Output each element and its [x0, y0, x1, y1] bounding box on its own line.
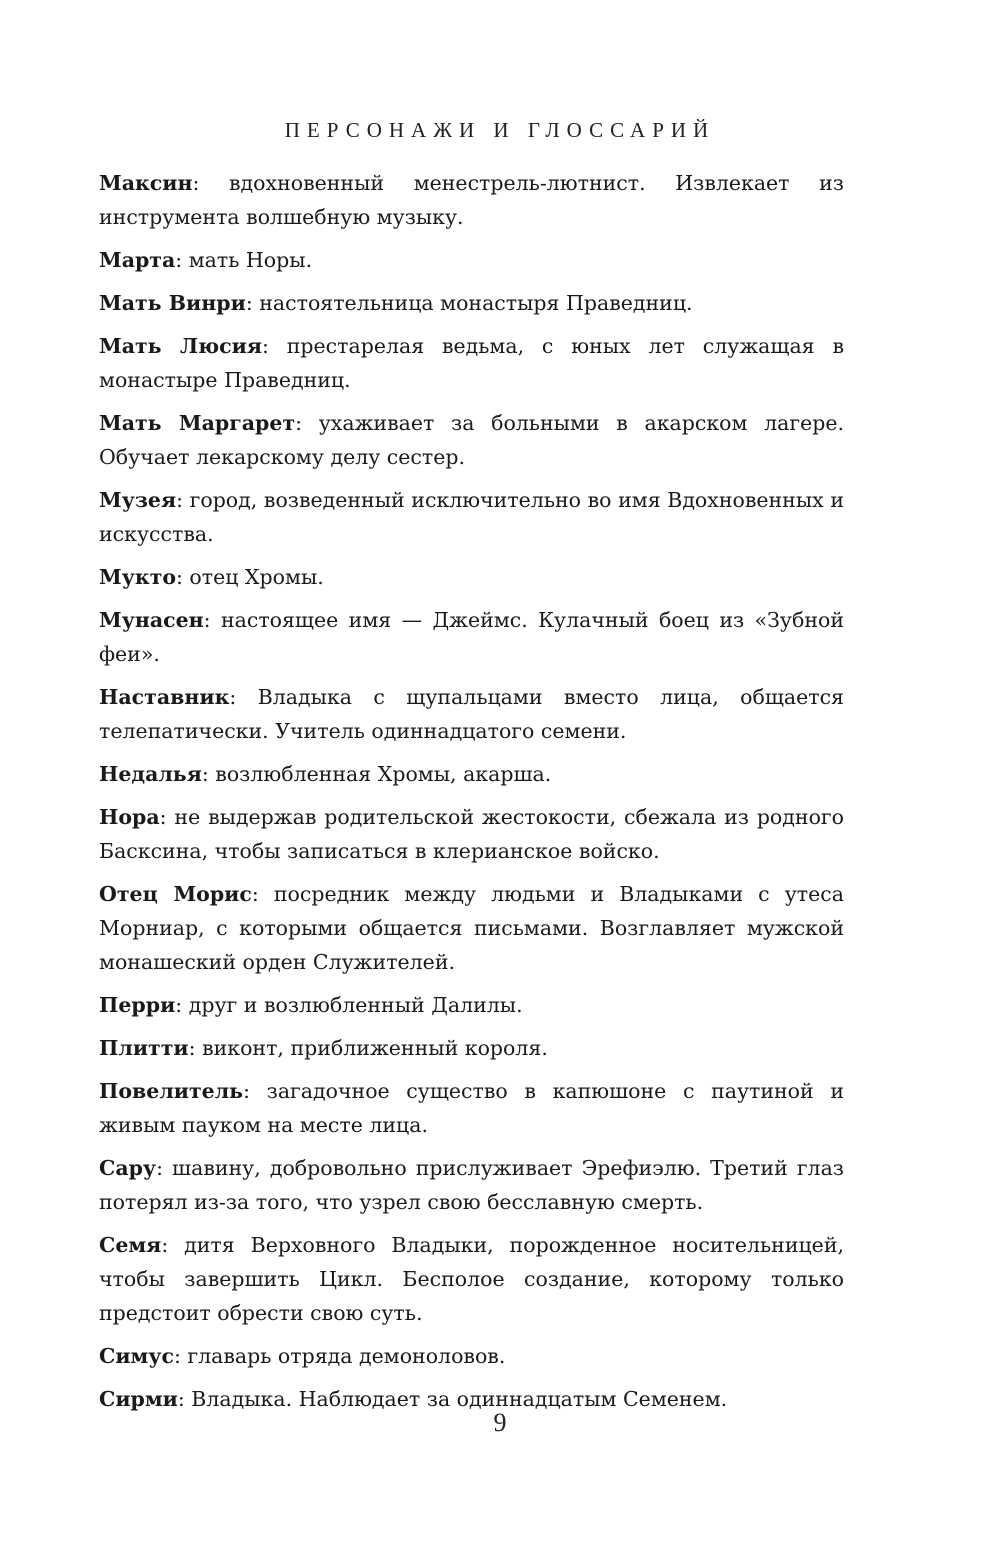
entry-definition: : посредник между людьми и Владыками с утеса Морниар, с которыми общается письмами. Возглавляет мужской монашеский орден Служителей. [99, 882, 844, 974]
entry-term: Отец Морис [99, 882, 252, 906]
glossary-entry [99, 1074, 844, 1142]
glossary-entry [99, 329, 844, 397]
running-head: ПЕРСОНАЖИ И ГЛОССАРИЙ [284, 118, 716, 142]
entry-definition: : город, возведенный исключительно во имя Вдохновенных и искусства. [99, 488, 844, 546]
entry-term: Мать Винри [99, 291, 246, 315]
glossary-entry [99, 1151, 844, 1219]
entry-definition: : шавину, добровольно прислуживает Эрефиэлю. Третий глаз потерял из-за того, что узрел свою бесславную смерть. [99, 1156, 844, 1214]
entry-definition: : настоятельница монастыря Праведниц. [245, 291, 693, 315]
glossary-entry [99, 1228, 844, 1330]
entry-term: Мунасен [99, 608, 204, 632]
glossary-entry [99, 483, 844, 551]
glossary-entry [99, 877, 844, 979]
glossary-entry [99, 560, 844, 594]
entry-definition: : настоящее имя — Джеймс. Кулачный боец из «Зубной феи». [99, 608, 844, 666]
entry-term: Наставник [99, 685, 230, 709]
glossary-entry [99, 603, 844, 671]
entry-term: Семя [99, 1233, 162, 1257]
entry-definition: : дитя Верховного Владыки, порожденное носительницей, чтобы завершить Цикл. Бесполое создание, которому только предстоит обрести свою суть. [99, 1233, 844, 1325]
glossary-entry [99, 243, 844, 277]
glossary-entry [99, 166, 844, 234]
entry-term: Повелитель [99, 1079, 244, 1103]
entry-term: Марта [99, 248, 176, 272]
entry-definition: : мать Норы. [175, 248, 313, 272]
glossary-entry [99, 286, 844, 320]
entry-definition: : загадочное существо в капюшоне с паутиной и живым пауком на месте лица. [99, 1079, 844, 1137]
entry-definition: : Владыка с щупальцами вместо лица, общается телепатически. Учитель одиннадцатого семени. [99, 685, 844, 743]
page-number: 9 [493, 1408, 507, 1437]
entry-definition: : Владыка. Наблюдает за одиннадцатым Семенем. [177, 1387, 728, 1411]
glossary-entry [99, 1339, 844, 1373]
entry-definition: : главарь отряда демоноловов. [173, 1344, 506, 1368]
glossary-entry [99, 406, 844, 474]
entry-term: Сирми [99, 1387, 178, 1411]
glossary-entry [99, 1031, 844, 1065]
entry-definition: : друг и возлюбленный Далилы. [175, 993, 523, 1017]
glossary-entry [99, 680, 844, 748]
entry-term: Перри [99, 993, 176, 1017]
entry-term: Мать Люсия [99, 334, 263, 358]
entry-term: Сару [99, 1156, 157, 1180]
glossary-entry [99, 988, 844, 1022]
entry-definition: : виконт, приближенный короля. [188, 1036, 548, 1060]
entry-term: Нора [99, 805, 160, 829]
entry-term: Мукто [99, 565, 176, 589]
entry-term: Симус [99, 1344, 174, 1368]
entry-definition: : престарелая ведьма, с юных лет служащая в монастыре Праведниц. [99, 334, 844, 392]
entry-term: Плитти [99, 1036, 189, 1060]
entry-definition: : ухаживает за больными в акарском лагере. Обучает лекарскому делу сестер. [99, 411, 845, 469]
entry-term: Недалья [99, 762, 202, 786]
entry-definition: : возлюбленная Хромы, акарша. [201, 762, 552, 786]
glossary-entry [99, 800, 844, 868]
entry-definition: : вдохновенный менестрель-лютнист. Извлекает из инструмента волшебную музыку. [99, 171, 844, 229]
glossary-entry [99, 757, 844, 791]
entry-definition: : отец Хромы. [176, 565, 324, 589]
entry-definition: : не выдержав родительской жестокости, сбежала из родного Басксина, чтобы записаться в клерианское войско. [99, 805, 844, 863]
entry-term: Мать Маргарет [99, 411, 296, 435]
entry-term: Максин [99, 171, 193, 195]
glossary-entries [99, 166, 844, 1425]
entry-term: Музея [99, 488, 177, 512]
